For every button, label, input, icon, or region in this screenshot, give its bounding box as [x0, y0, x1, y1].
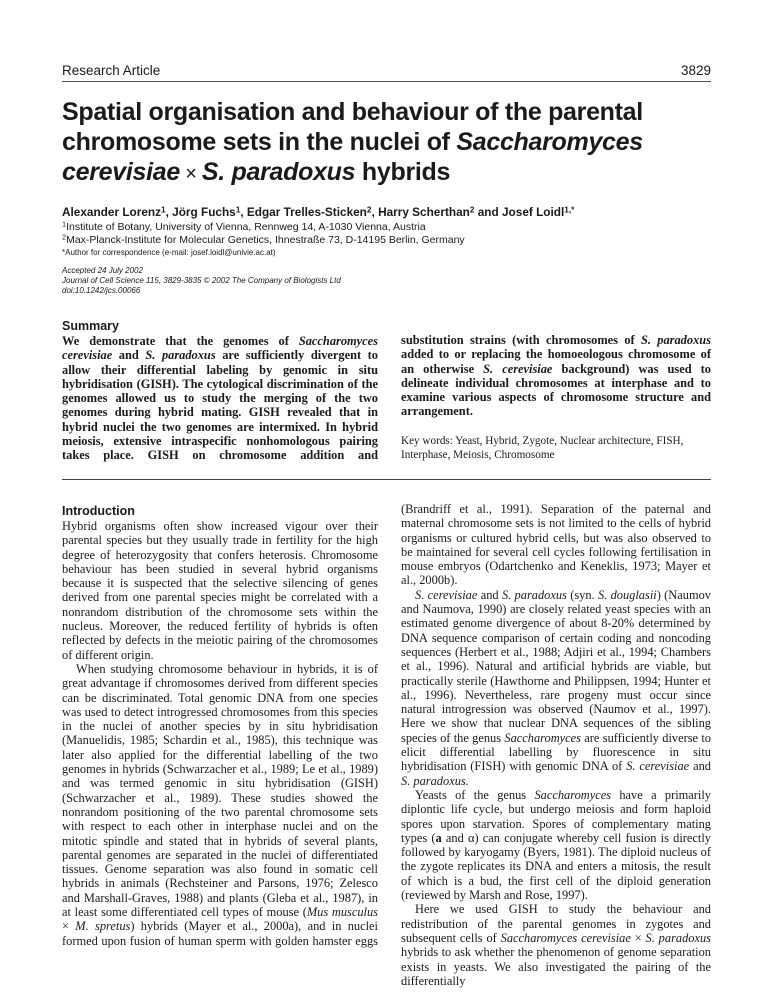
journal-citation: Journal of Cell Science 115, 3829-3835 © 2002 The Company of Biologists Ltd [62, 276, 341, 285]
paragraph: Hybrid organisms often show increased vigour over their parental species but they usually trade in fertility for the high degree of heterozygosity that confers heterosis. Chromosome behaviour has been studied in several hybrid organisms because it is suspected that the selective silencing of genes derived from one parental species might be correlated with a nonrandom distribution of the chromosome sets within the nucleus. Moreover, the reduced fertility of hybrids is often reflected by defects in the meiotic pairing of the chromosomes of different origin. [62, 519, 378, 662]
affiliation: $^2$Max-Planck-Institute for Molecular Genetics, Ihnestraße 73, D-14195 Berlin, Germany [62, 232, 465, 246]
author: Alexander Lorenz$^1$ [62, 205, 166, 219]
paragraph: (Brandriff et al., 1991). Separation of the paternal and maternal chromosome sets is not limited to the cells of hybrid organisms or cultured hybrid cells, but was also observed to be maintained for several cell cycles following fertilisation in mouse embryos (Odartchenko and Keneklis, 1973; Mayer et al., 2000b). [401, 502, 711, 588]
author-list: Alexander Lorenz$^1$, Jörg Fuchs$^1$, Edgar Trelles-Sticken$^2$, Harry Scherthan$^2$ and Josef Loidl$^{1,*}$ [62, 205, 575, 219]
section-divider [62, 479, 711, 480]
author: Josef Loidl$^{1,*}$ [502, 205, 575, 219]
summary-text-left: We demonstrate that the genomes of Saccharomyces cerevisiae and S. paradoxus are sufficiently divergent to allow their differential labeling by genomic in situ hybridisation (GISH). The cytological discrimination of the genomes allowed us to study the merging of the two genomes during hybrid mating. GISH revealed that in hybrid nuclei the two genomes are intermixed. In hybrid meiosis, extensive intraspecific nonhomologous pairing takes place. GISH on chromosome addition and [62, 334, 378, 463]
paragraph: S. cerevisiae and S. paradoxus (syn. S. douglasii) (Naumov and Naumova, 1990) are closely related yeast species with an estimated genome divergence of about 8-20% determined by DNA sequence comparison of certain coding and noncoding sequences (Herbert et al., 1988; Adjiri et al., 1994; Chambers et al., 1996). Natural and artificial hybrids are viable, but practically sterile (Hawthorne and Philippsen, 1994; Hunter et al., 1996). Nevertheless, rare progeny must occur since natural introgression was observed (Naumov et al., 1997). Here we show that nuclear DNA sequences of the sibling species of the genus Saccharomyces are sufficiently diverse to elicit differential labelling by fluorescence in situ hybridisation (FISH) with genomic DNA of S. cerevisiae and S. paradoxus. [401, 587, 711, 788]
doi[interactable]: doi:10.1242/jcs.00066 [62, 286, 141, 295]
article-type-label: Research Article [62, 63, 161, 78]
accepted-date: Accepted 24 July 2002 [62, 266, 143, 275]
author: Jörg Fuchs$^1$ [172, 205, 241, 219]
paragraph: Yeasts of the genus Saccharomyces have a primarily diplontic life cycle, but undergo meiosis and form haploid spores upon starvation. Spores of complementary mating types (a and α) can conjugate whereby cell fusion is directly followed by karyogamy (Byers, 1981). The diploid nucleus of the zygote replicates its DNA and enters a mitosis, the result of which is a bud, the first cell of the diploid generation (reviewed by Marsh and Rose, 1997). [401, 787, 711, 903]
paper-title: Spatial organisation and behaviour of the parental chromosome sets in the nuclei of Saccharomyces cerevisiae × S. paradoxus hybrids [62, 98, 643, 186]
author: Edgar Trelles-Sticken$^2$ [246, 205, 372, 219]
affiliation: $^1$Institute of Botany, University of Vienna, Rennweg 14, A-1030 Vienna, Austria [62, 219, 426, 233]
introduction-text-left [62, 519, 378, 948]
author: Harry Scherthan$^2$ [378, 205, 475, 219]
introduction-heading: Introduction [62, 504, 135, 518]
keywords: Key words: Yeast, Hybrid, Zygote, Nuclear architecture, FISH, Interphase, Meiosis, Chromosome [401, 435, 684, 461]
introduction-text-right [401, 502, 711, 988]
summary-heading: Summary [62, 319, 119, 333]
summary-text-right: substitution strains (with chromosomes of S. paradoxus added to or replacing the homoeologous chromosome of an otherwise S. cerevisiae background) was used to delineate individual chromosomes at interphase and to examine various aspects of chromosome structure and arrangement. [401, 333, 711, 419]
page-number: 3829 [680, 63, 711, 78]
paragraph: Here we used GISH to study the behaviour and redistribution of the parental genomes in zygotes and subsequent cells of Saccharomyces cerevisiae × S. paradoxus hybrids to ask whether the phenomenon of genome separation exists in yeasts. We also investigated the pairing of the differentially [401, 902, 712, 988]
paragraph: When studying chromosome behaviour in hybrids, it is of great advantage if chromosomes derived from different species can be discriminated. Total genomic DNA from one species was used to detect introgressed chromosomes from this species in the nuclei of another species by in situ hybridisation (Manuelidis, 1985; Schardin et al., 1985), this technique was later also applied for the differential labelling of the two genomes in hybrids (Schwarzacher et al., 1989; Le et al., 1989) and was termed genomic in situ hybridisation (GISH) (Schwarzacher et al., 1989). These studies showed the nonrandom positioning of the two parental chromosome sets with respect to each other in interphase nuclei and on the mitotic spindle and stated that in hybrids of several plants, parental genomes are separated in the nuclei of differentiated tissues. Genome separation was also found in somatic cell hybrids in animals (Rechsteiner and Parsons, 1976; Zelesco and Marshall-Graves, 1988) and plants (Gleba et al., 1987), in at least some differentiated cell types of mouse (Mus musculus × M. spretus) hybrids (Mayer et al., 2000a), and in nuclei formed upon fusion of human sperm with golden hamster eggs [62, 661, 378, 948]
correspondence-note: *Author for correspondence (e-mail: josef.loidl@univie.ac.at) [62, 248, 276, 257]
running-head [62, 62, 711, 82]
